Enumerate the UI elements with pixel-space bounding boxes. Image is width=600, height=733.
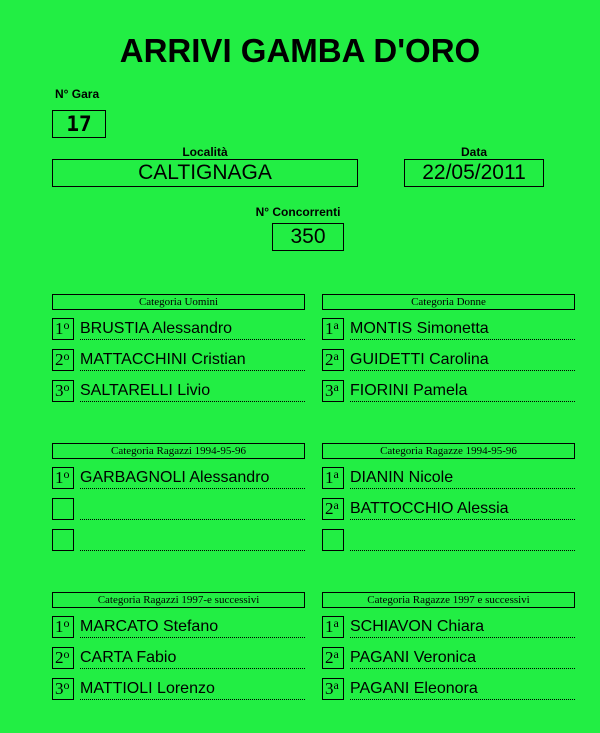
position-box[interactable] — [322, 380, 344, 402]
athlete-name[interactable]: SCHIAVON Chiara — [350, 616, 575, 638]
data-label: Data — [460, 145, 487, 159]
position-suffix: a — [333, 616, 339, 630]
position-number: 3 — [325, 381, 334, 400]
athlete-name[interactable]: FIORINI Pamela — [350, 380, 575, 402]
athlete-name[interactable] — [350, 529, 575, 551]
position-suffix: o — [63, 647, 70, 661]
localita-value-box[interactable] — [52, 159, 358, 187]
result-row — [52, 467, 305, 489]
page-title: ARRIVI GAMBA D'ORO — [119, 32, 481, 69]
position-number: 3 — [55, 381, 64, 400]
position-box[interactable] — [52, 616, 74, 638]
category-header: Categoria Donne — [322, 294, 575, 310]
result-row — [322, 380, 575, 402]
position-box[interactable] — [322, 647, 344, 669]
position-suffix: o — [63, 467, 70, 481]
category-header: Categoria Uomini — [52, 294, 305, 310]
concorrenti-value-box[interactable] — [272, 223, 344, 251]
result-row — [52, 529, 305, 551]
position-number: 1 — [325, 319, 334, 338]
position-box[interactable] — [52, 349, 74, 371]
result-row — [322, 616, 575, 638]
position-number: 1 — [55, 319, 64, 338]
athlete-name[interactable]: BATTOCCHIO Alessia — [350, 498, 575, 520]
data-value: 22/05/2011 — [422, 161, 526, 184]
position-suffix: o — [63, 380, 70, 394]
position-box[interactable] — [52, 318, 74, 340]
position-box[interactable] — [52, 678, 74, 700]
athlete-name[interactable]: MATTACCHINI Cristian — [80, 349, 305, 371]
gara-value: 17 — [66, 112, 92, 136]
result-row — [52, 318, 305, 340]
athlete-name[interactable]: MATTIOLI Lorenzo — [80, 678, 305, 700]
data-value-box[interactable] — [404, 159, 544, 187]
position-suffix: o — [63, 616, 70, 630]
result-row — [322, 529, 575, 551]
result-row — [322, 498, 575, 520]
concorrenti-value: 350 — [290, 225, 326, 248]
position-box[interactable] — [52, 467, 74, 489]
result-row — [322, 318, 575, 340]
position-suffix: a — [333, 678, 339, 692]
category-header: Categoria Ragazze 1997 e successivi — [322, 592, 575, 608]
athlete-name[interactable]: SALTARELLI Livio — [80, 380, 305, 402]
position-suffix: o — [63, 349, 70, 363]
position-suffix: a — [333, 380, 339, 394]
result-row — [52, 498, 305, 520]
result-row — [322, 349, 575, 371]
result-row — [52, 380, 305, 402]
position-number: 2 — [325, 350, 334, 369]
result-row — [322, 647, 575, 669]
position-box[interactable] — [322, 529, 344, 551]
position-suffix: a — [333, 467, 339, 481]
position-number: 2 — [325, 648, 334, 667]
position-number: 2 — [55, 648, 64, 667]
category-header: Categoria Ragazzi 1997-e successivi — [52, 592, 305, 608]
position-box[interactable] — [52, 647, 74, 669]
category-header: Categoria Ragazze 1994-95-96 — [322, 443, 575, 459]
position-number: 3 — [55, 679, 64, 698]
result-row — [52, 349, 305, 371]
concorrenti-label: N° Concorrenti — [255, 205, 341, 219]
athlete-name[interactable]: MONTIS Simonetta — [350, 318, 575, 340]
position-box[interactable] — [52, 380, 74, 402]
athlete-name[interactable]: BRUSTIA Alessandro — [80, 318, 305, 340]
position-suffix: a — [333, 349, 339, 363]
position-box[interactable] — [322, 498, 344, 520]
gara-value-box[interactable] — [52, 110, 106, 138]
position-suffix: a — [333, 318, 339, 332]
localita-label: Località — [182, 145, 228, 159]
position-suffix: a — [333, 498, 339, 512]
position-suffix: o — [63, 678, 70, 692]
athlete-name[interactable]: CARTA Fabio — [80, 647, 305, 669]
position-number: 1 — [55, 617, 64, 636]
result-row — [322, 678, 575, 700]
position-number: 1 — [325, 468, 334, 487]
position-box[interactable] — [52, 498, 74, 520]
position-box[interactable] — [322, 678, 344, 700]
result-row — [52, 678, 305, 700]
position-number: 1 — [325, 617, 334, 636]
position-suffix: a — [333, 647, 339, 661]
position-number: 3 — [325, 679, 334, 698]
athlete-name[interactable]: MARCATO Stefano — [80, 616, 305, 638]
athlete-name[interactable]: PAGANI Veronica — [350, 647, 575, 669]
position-number: 2 — [325, 499, 334, 518]
result-row — [322, 467, 575, 489]
position-box[interactable] — [322, 318, 344, 340]
athlete-name[interactable]: GARBAGNOLI Alessandro — [80, 467, 305, 489]
position-box[interactable] — [52, 529, 74, 551]
result-row — [52, 647, 305, 669]
athlete-name[interactable] — [80, 498, 305, 520]
localita-value: CALTIGNAGA — [138, 161, 272, 184]
athlete-name[interactable]: DIANIN Nicole — [350, 467, 575, 489]
position-suffix: o — [63, 318, 70, 332]
athlete-name[interactable]: PAGANI Eleonora — [350, 678, 575, 700]
position-number: 1 — [55, 468, 64, 487]
position-box[interactable] — [322, 467, 344, 489]
result-row — [52, 616, 305, 638]
gara-label: N° Gara — [55, 87, 100, 101]
athlete-name[interactable]: GUIDETTI Carolina — [350, 349, 575, 371]
position-box[interactable] — [322, 349, 344, 371]
position-box[interactable] — [322, 616, 344, 638]
position-number: 2 — [55, 350, 64, 369]
athlete-name[interactable] — [80, 529, 305, 551]
category-header: Categoria Ragazzi 1994-95-96 — [52, 443, 305, 459]
